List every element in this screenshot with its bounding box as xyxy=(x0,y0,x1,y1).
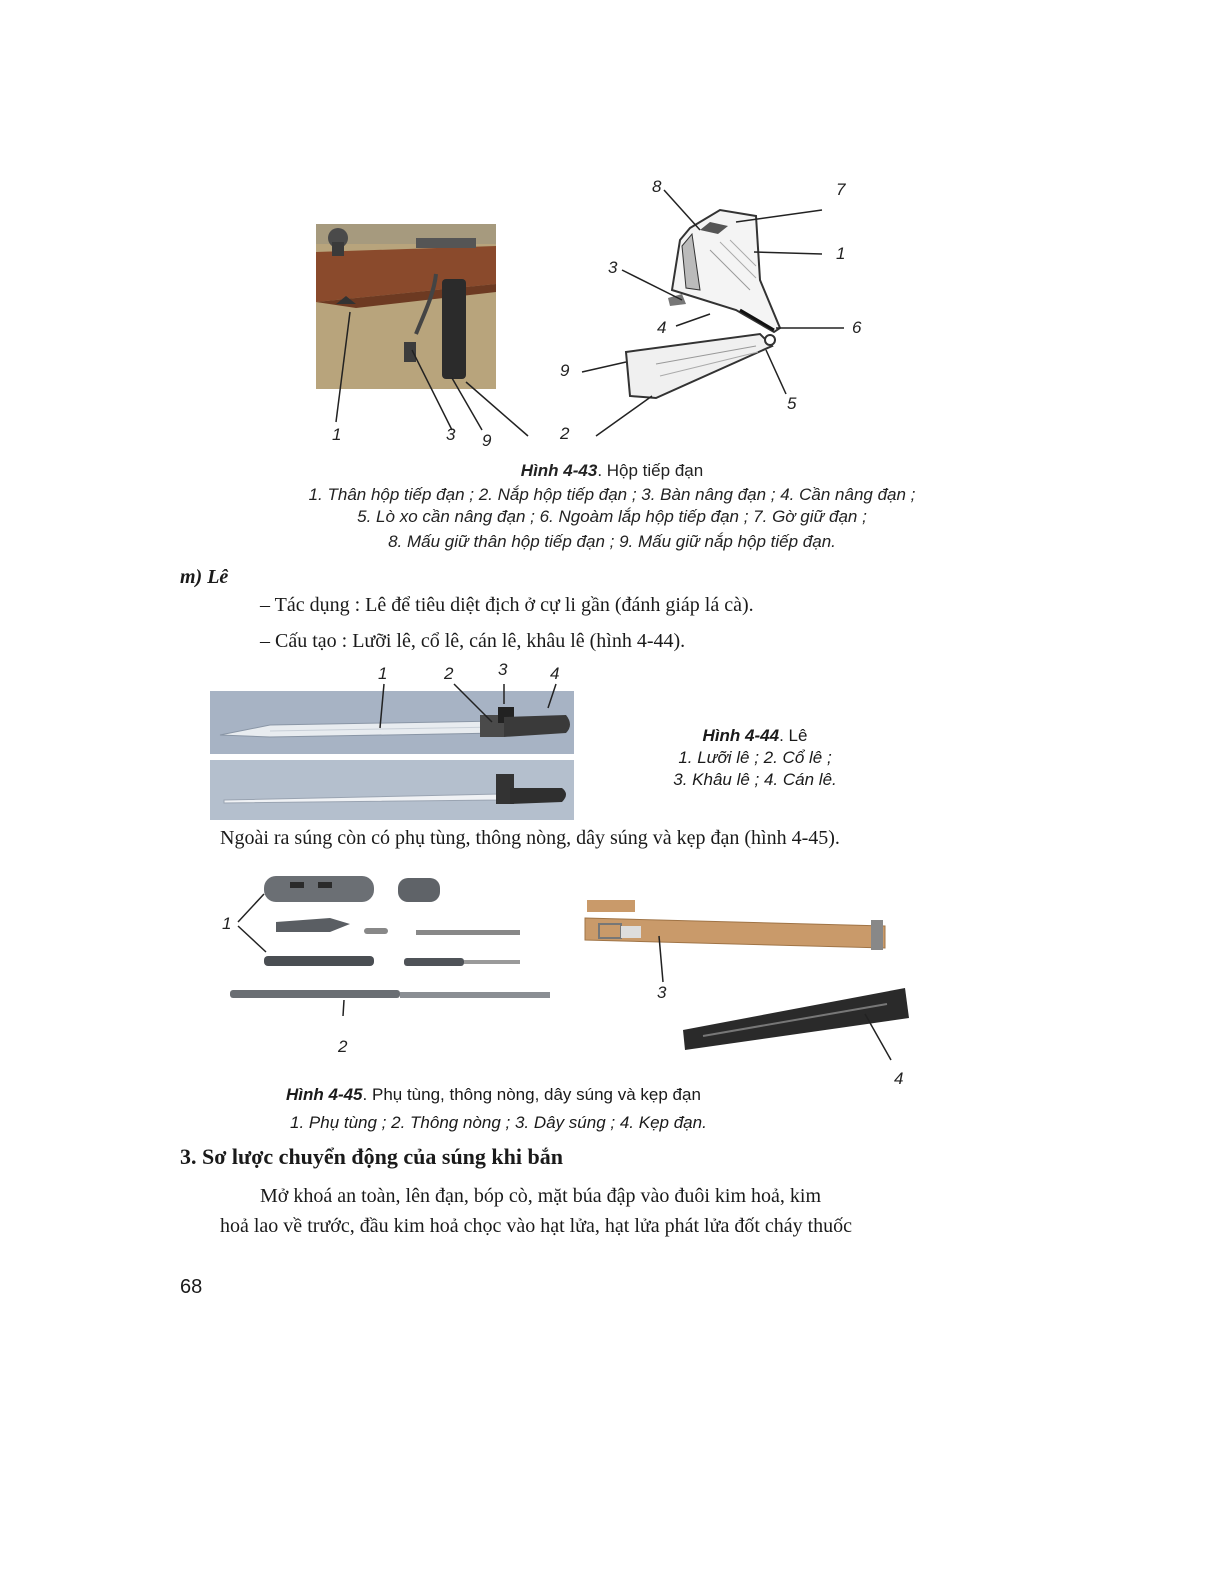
accessories-paragraph: Ngoài ra súng còn có phụ tùng, thông nòng, dây súng và kẹp đạn (hình 4-45). xyxy=(220,827,840,849)
accessories-callout-2: 2 xyxy=(338,1037,348,1056)
section-3-heading: 3. Sơ lược chuyển động của súng khi bắn xyxy=(180,1144,563,1169)
bayonet-callout-3: 3 xyxy=(498,660,508,679)
diagram-callout-2: 2 xyxy=(560,424,570,443)
figure-4-44-number: Hình 4-44 xyxy=(702,726,780,745)
photo-callout-3: 3 xyxy=(446,425,456,444)
figure-4-45-legend: 1. Phụ tùng ; 2. Thông nòng ; 3. Dây súng ; 4. Kẹp đạn. xyxy=(290,1113,707,1132)
diagram-callout-4: 4 xyxy=(657,318,667,337)
diagram-callout-5: 5 xyxy=(787,394,797,413)
bayonet-leader-lines xyxy=(370,680,580,740)
diagram-callout-7: 7 xyxy=(836,180,846,199)
accessories-illustration xyxy=(220,866,560,1016)
figure-4-45-caption xyxy=(286,1085,701,1105)
accessories-callout-4: 4 xyxy=(894,1069,904,1088)
figure-4-45-number: Hình 4-45 xyxy=(286,1085,363,1104)
diagram-callout-6: 6 xyxy=(852,318,862,337)
photo-callout-1: 1 xyxy=(332,425,342,444)
bayonet-callout-1: 1 xyxy=(378,664,388,683)
section-m-structure: – Cấu tạo : Lưỡi lê, cổ lê, cán lê, khâu lê (hình 4-44). xyxy=(260,630,686,652)
figure-4-44-legend-2: 3. Khâu lê ; 4. Cán lê. xyxy=(673,770,837,789)
figure-4-43-number: Hình 4-43 xyxy=(520,461,598,480)
accessories-callout-1: 1 xyxy=(222,914,232,933)
figure-4-43-legend-2: 5. Lò xo cần nâng đạn ; 6. Ngoàm lắp hộp tiếp đạn ; 7. Gờ giữ đạn ; xyxy=(357,507,867,526)
figure-4-44-title: . Lê xyxy=(779,726,808,745)
sling-and-clip-illustration xyxy=(575,890,915,1070)
figure-4-44-legend-1: 1. Lưỡi lê ; 2. Cổ lê ; xyxy=(678,748,832,767)
page-number: 68 xyxy=(180,1276,203,1298)
section-3-paragraph-line-2: hoả lao về trước, đầu kim hoả chọc vào hạt lửa, hạt lửa phát lửa đốt cháy thuốc xyxy=(220,1215,853,1237)
diagram-callout-8: 8 xyxy=(652,177,662,196)
photo-callout-9: 9 xyxy=(482,431,492,450)
section-m-purpose: – Tác dụng : Lê để tiêu diệt địch ở cự li gần (đánh giáp lá cà). xyxy=(260,594,754,616)
figure-4-43-caption xyxy=(0,461,1224,481)
magazine-diagram xyxy=(560,170,880,450)
bayonet-callout-4: 4 xyxy=(550,664,560,683)
section-3-paragraph-line-1: Mở khoá an toàn, lên đạn, bóp cò, mặt búa đập vào đuôi kim hoả, kim xyxy=(260,1185,822,1207)
figure-4-43-title: . Hộp tiếp đạn xyxy=(597,461,704,480)
section-m-heading: m) Lê xyxy=(180,566,229,588)
photo-leader-lines xyxy=(316,290,546,440)
diagram-callout-1: 1 xyxy=(836,244,846,263)
figure-4-45-title: . Phụ tùng, thông nòng, dây súng và kẹp đạn xyxy=(362,1085,701,1104)
figure-4-44-caption xyxy=(640,726,870,746)
bayonet-photo-bottom xyxy=(210,760,574,820)
figure-4-43-legend-3: 8. Mấu giữ thân hộp tiếp đạn ; 9. Mấu giữ nắp hộp tiếp đạn. xyxy=(388,532,836,551)
bayonet-callout-2: 2 xyxy=(444,664,454,683)
diagram-callout-9: 9 xyxy=(560,361,570,380)
accessories-callout-3: 3 xyxy=(657,983,667,1002)
diagram-callout-3: 3 xyxy=(608,258,618,277)
figure-4-43-legend-1: 1. Thân hộp tiếp đạn ; 2. Nắp hộp tiếp đạn ; 3. Bàn nâng đạn ; 4. Cần nâng đạn ; xyxy=(308,485,916,504)
